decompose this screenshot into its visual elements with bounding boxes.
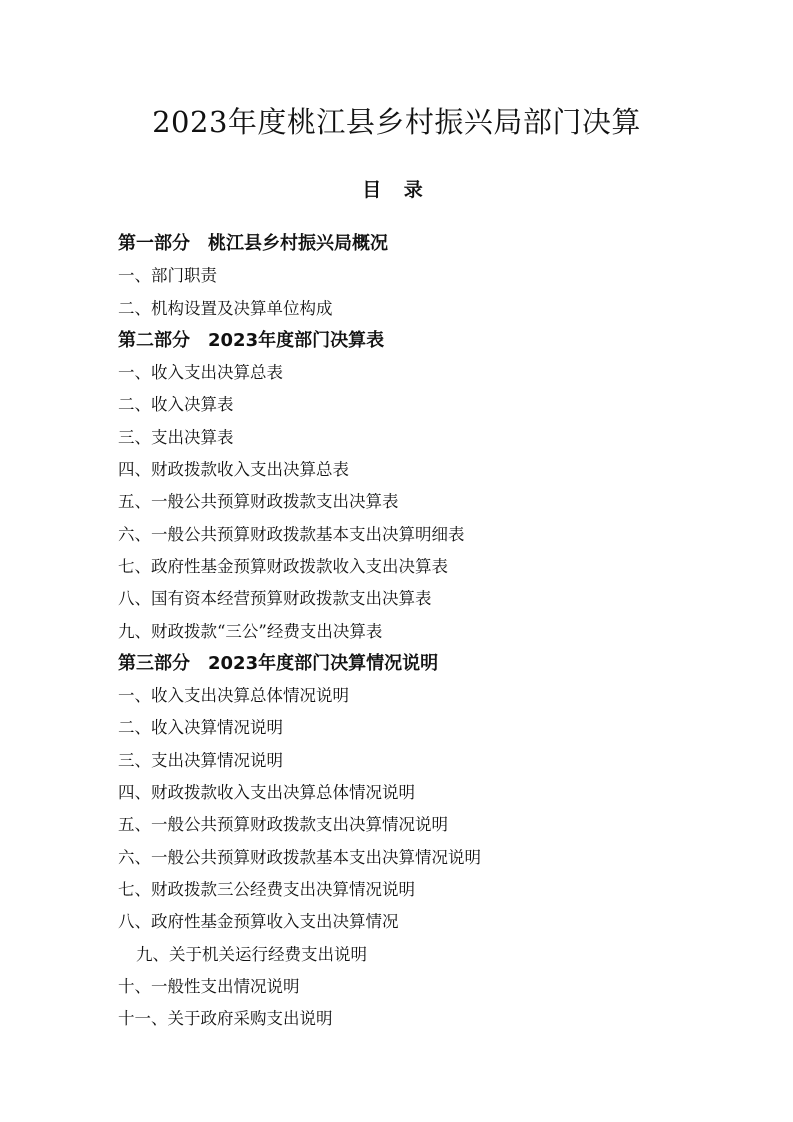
toc-entry: 四、财政拨款收入支出决算总体情况说明 <box>118 783 415 803</box>
toc-entry: 七、政府性基金预算财政拨款收入支出决算表 <box>118 556 448 576</box>
toc-entry: 二、收入决算表 <box>118 395 234 415</box>
table-of-contents <box>118 228 718 1035</box>
toc-entry: 六、一般公共预算财政拨款基本支出决算情况说明 <box>118 847 481 867</box>
toc-entry: 七、财政拨款三公经费支出决算情况说明 <box>118 879 415 899</box>
toc-entry: 十一、关于政府采购支出说明 <box>118 1009 333 1029</box>
toc-entry: 六、一般公共预算财政拨款基本支出决算明细表 <box>118 524 465 544</box>
toc-entry: 九、关于机关运行经费支出说明 <box>136 944 367 964</box>
toc-section-heading: 第一部分 桃江县乡村振兴局概况 <box>118 233 388 254</box>
toc-entry: 五、一般公共预算财政拨款支出决算表 <box>118 492 399 512</box>
document-title: 2023年度桃江县乡村振兴局部门决算 <box>152 105 641 139</box>
toc-entry: 一、部门职责 <box>118 266 217 286</box>
toc-entry: 三、支出决算表 <box>118 427 234 447</box>
toc-heading: 目 录 <box>362 179 431 201</box>
toc-entry: 九、财政拨款“三公”经费支出决算表 <box>118 621 383 641</box>
toc-entry: 一、收入支出决算总体情况说明 <box>118 686 349 706</box>
toc-entry: 四、财政拨款收入支出决算总表 <box>118 460 349 480</box>
toc-entry: 十、一般性支出情况说明 <box>118 976 300 996</box>
toc-entry: 三、支出决算情况说明 <box>118 750 283 770</box>
toc-section-heading: 第三部分 2023年度部门决算情况说明 <box>118 652 439 674</box>
toc-entry: 八、政府性基金预算收入支出决算情况 <box>118 912 399 932</box>
toc-entry: 二、机构设置及决算单位构成 <box>118 298 333 318</box>
toc-entry: 八、国有资本经营预算财政拨款支出决算表 <box>118 589 432 609</box>
toc-section-heading: 第二部分 2023年度部门决算表 <box>118 329 385 351</box>
toc-entry: 二、收入决算情况说明 <box>118 718 283 738</box>
toc-entry: 一、收入支出决算总表 <box>118 363 283 383</box>
toc-entry: 五、一般公共预算财政拨款支出决算情况说明 <box>118 815 448 835</box>
